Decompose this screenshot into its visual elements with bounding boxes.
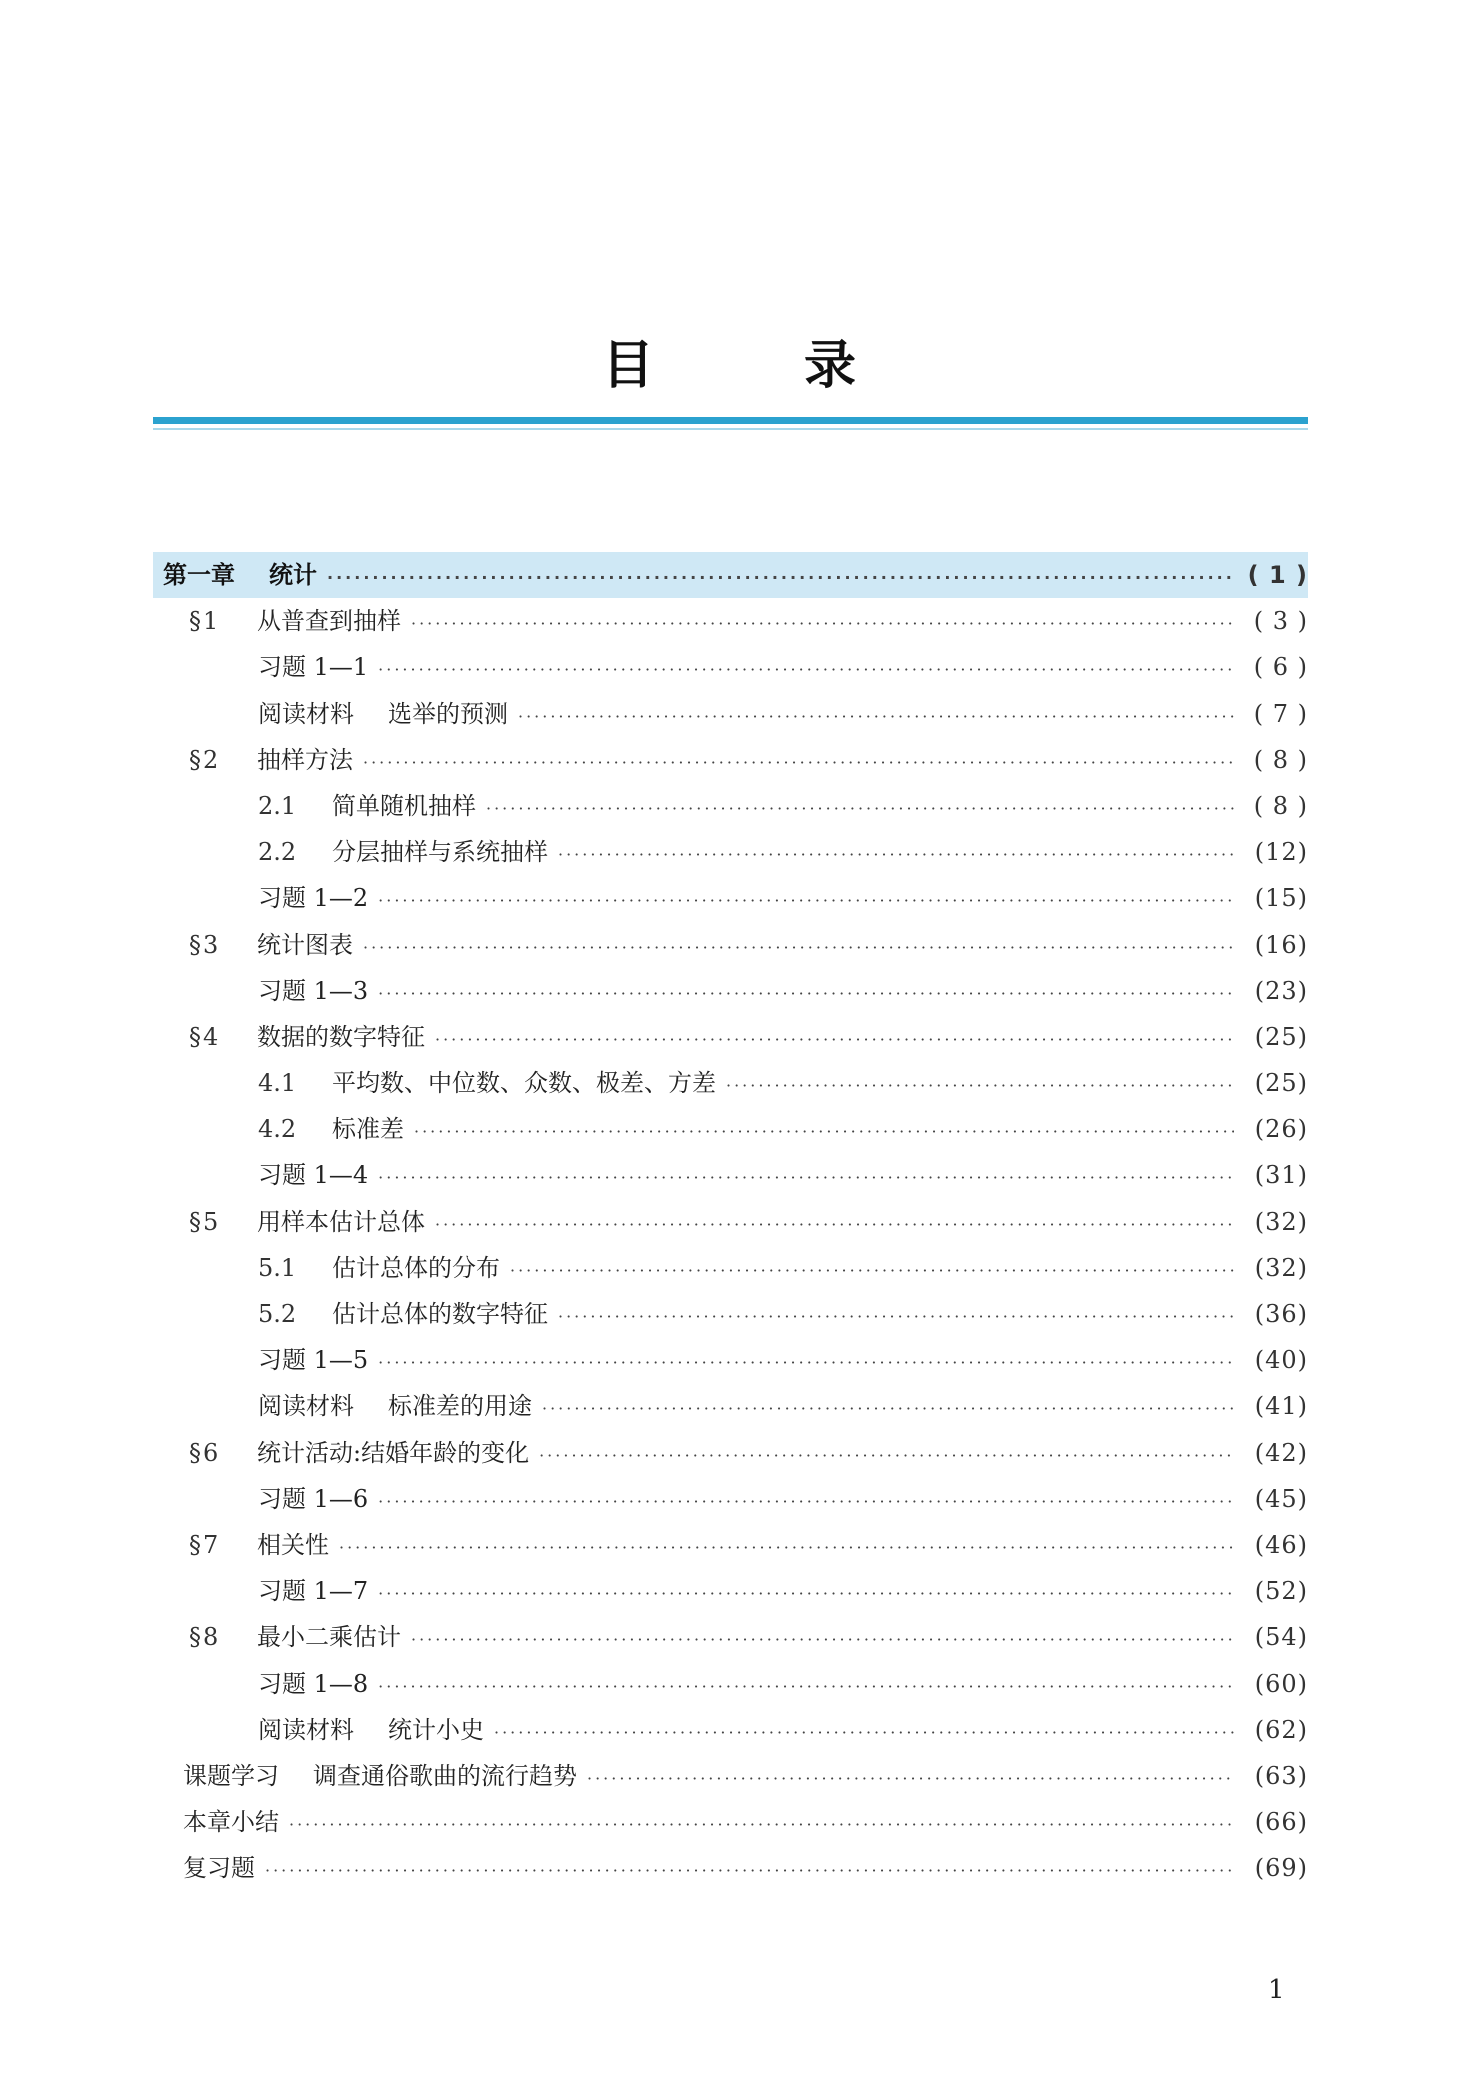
page-ref: (69) bbox=[1254, 1854, 1308, 1883]
page-ref: (15) bbox=[1254, 884, 1308, 913]
title-rule-thick bbox=[153, 417, 1308, 424]
page-ref: ( 8 ) bbox=[1253, 745, 1308, 774]
leader-dots bbox=[378, 647, 1234, 693]
page-ref: (16) bbox=[1254, 930, 1308, 959]
page-ref: ( 8 ) bbox=[1253, 791, 1308, 820]
title-char-2: 录 bbox=[804, 335, 857, 396]
toc-exercise-1-8[interactable] bbox=[153, 1661, 1308, 1707]
leader-dots bbox=[435, 1202, 1234, 1248]
toc-summary[interactable] bbox=[153, 1799, 1308, 1845]
page-ref: (12) bbox=[1254, 838, 1308, 867]
leader-dots bbox=[363, 740, 1234, 786]
toc-subsection-5-1[interactable] bbox=[153, 1245, 1308, 1291]
leader-dots bbox=[339, 1525, 1234, 1571]
subsection-number: 2.2 bbox=[258, 838, 297, 867]
page-ref: (23) bbox=[1254, 976, 1308, 1005]
page-ref: (40) bbox=[1254, 1346, 1308, 1375]
section-symbol: §2 bbox=[189, 745, 221, 774]
toc-reading-5[interactable] bbox=[153, 1383, 1308, 1429]
toc-chapter-1[interactable] bbox=[153, 552, 1308, 598]
entry-title: 标准差 bbox=[332, 1115, 404, 1144]
page-ref: ( 7 ) bbox=[1253, 699, 1308, 728]
leader-dots bbox=[378, 1155, 1234, 1201]
toc-exercise-1-2[interactable] bbox=[153, 875, 1308, 921]
leader-dots bbox=[378, 971, 1234, 1017]
entry-title: 分层抽样与系统抽样 bbox=[332, 838, 548, 867]
leader-dots bbox=[435, 1017, 1234, 1063]
chapter-label: 第一章 bbox=[163, 561, 235, 589]
entry-title: 调查通俗歌曲的流行趋势 bbox=[313, 1761, 577, 1790]
leader-dots bbox=[539, 1433, 1234, 1479]
toc-exercise-1-6[interactable] bbox=[153, 1476, 1308, 1522]
entry-title: 习题 1—6 bbox=[258, 1484, 369, 1513]
project-label: 课题学习 bbox=[183, 1761, 279, 1790]
entry-title: 本章小结 bbox=[183, 1808, 279, 1837]
entry-title: 习题 1—1 bbox=[258, 653, 369, 682]
section-symbol: §6 bbox=[189, 1438, 221, 1467]
entry-title: 选举的预测 bbox=[388, 699, 508, 728]
toc-exercise-1-7[interactable] bbox=[153, 1568, 1308, 1614]
leader-dots bbox=[378, 1340, 1234, 1386]
leader-dots bbox=[587, 1756, 1234, 1802]
toc-exercise-1-3[interactable] bbox=[153, 968, 1308, 1014]
entry-title: 习题 1—7 bbox=[258, 1577, 369, 1606]
reading-label: 阅读材料 bbox=[258, 1392, 354, 1421]
entry-title: 习题 1—4 bbox=[258, 1161, 369, 1190]
reading-label: 阅读材料 bbox=[258, 1715, 354, 1744]
page-ref: (42) bbox=[1254, 1438, 1308, 1467]
chapter-title: 统计 bbox=[269, 561, 317, 589]
section-title: 相关性 bbox=[257, 1530, 329, 1559]
subsection-number: 4.1 bbox=[258, 1069, 297, 1098]
section-symbol: §1 bbox=[189, 607, 221, 636]
toc-exercise-1-5[interactable] bbox=[153, 1337, 1308, 1383]
title-char-1: 目 bbox=[601, 335, 654, 396]
toc-section-1[interactable] bbox=[153, 598, 1308, 644]
section-symbol: §4 bbox=[189, 1022, 221, 1051]
toc-subsection-4-1[interactable] bbox=[153, 1060, 1308, 1106]
section-title: 最小二乘估计 bbox=[257, 1623, 401, 1652]
page-ref: (60) bbox=[1254, 1669, 1308, 1698]
entry-title: 复习题 bbox=[183, 1854, 255, 1883]
leader-dots bbox=[510, 1248, 1234, 1294]
page-ref: (32) bbox=[1254, 1207, 1308, 1236]
reading-label: 阅读材料 bbox=[258, 699, 354, 728]
page-ref: (66) bbox=[1254, 1808, 1308, 1837]
leader-dots bbox=[378, 1479, 1234, 1525]
page-ref: (41) bbox=[1254, 1392, 1308, 1421]
entry-title: 习题 1—3 bbox=[258, 976, 369, 1005]
page-title bbox=[0, 325, 1458, 395]
leader-dots bbox=[378, 878, 1234, 924]
subsection-number: 5.1 bbox=[258, 1253, 297, 1282]
leader-dots bbox=[378, 1571, 1234, 1617]
toc-subsection-2-1[interactable] bbox=[153, 783, 1308, 829]
page-ref: ( 6 ) bbox=[1253, 653, 1308, 682]
leader-dots bbox=[414, 1109, 1234, 1155]
toc-section-8[interactable] bbox=[153, 1614, 1308, 1660]
section-title: 从普查到抽样 bbox=[257, 607, 401, 636]
entry-title: 估计总体的数字特征 bbox=[332, 1300, 548, 1328]
subsection-number: 2.1 bbox=[258, 791, 297, 820]
toc-section-2[interactable] bbox=[153, 737, 1308, 783]
section-title: 用样本估计总体 bbox=[257, 1207, 425, 1236]
page-number: 1 bbox=[1268, 1975, 1285, 2005]
entry-title: 平均数、中位数、众数、极差、方差 bbox=[332, 1069, 716, 1098]
page-ref: (54) bbox=[1254, 1623, 1308, 1652]
page-ref: (63) bbox=[1254, 1761, 1308, 1790]
toc-reading-8[interactable] bbox=[153, 1707, 1308, 1753]
title-rule-thin bbox=[153, 428, 1308, 430]
leader-dots bbox=[558, 1294, 1234, 1340]
subsection-number: 5.2 bbox=[258, 1300, 297, 1328]
leader-dots bbox=[327, 555, 1234, 601]
toc-section-5[interactable] bbox=[153, 1199, 1308, 1245]
entry-title: 简单随机抽样 bbox=[332, 791, 476, 820]
page-ref: (31) bbox=[1254, 1161, 1308, 1190]
section-symbol: §7 bbox=[189, 1530, 221, 1559]
page-ref: (45) bbox=[1254, 1484, 1308, 1513]
leader-dots bbox=[558, 832, 1234, 878]
leader-dots bbox=[494, 1710, 1234, 1756]
leader-dots bbox=[411, 601, 1234, 647]
page-ref: (26) bbox=[1254, 1115, 1308, 1144]
leader-dots bbox=[486, 786, 1234, 832]
page-ref: (52) bbox=[1254, 1577, 1308, 1606]
entry-title: 估计总体的分布 bbox=[332, 1253, 500, 1282]
entry-title: 统计小史 bbox=[388, 1715, 484, 1744]
page-ref: (25) bbox=[1254, 1022, 1308, 1051]
toc-reading-1[interactable] bbox=[153, 691, 1308, 737]
toc-subsection-4-2[interactable] bbox=[153, 1106, 1308, 1152]
page-ref: (62) bbox=[1254, 1715, 1308, 1744]
leader-dots bbox=[289, 1802, 1234, 1848]
table-of-contents bbox=[153, 552, 1308, 1891]
leader-dots bbox=[378, 1664, 1234, 1710]
toc-subsection-5-2[interactable] bbox=[153, 1291, 1308, 1337]
toc-exercise-1-1[interactable] bbox=[153, 644, 1308, 690]
toc-section-4[interactable] bbox=[153, 1014, 1308, 1060]
section-title: 统计图表 bbox=[257, 930, 353, 959]
leader-dots bbox=[726, 1063, 1234, 1109]
toc-section-6[interactable] bbox=[153, 1430, 1308, 1476]
page-ref: ( 1 ) bbox=[1247, 561, 1308, 589]
page-ref: (25) bbox=[1254, 1069, 1308, 1098]
entry-title: 习题 1—8 bbox=[258, 1669, 369, 1698]
leader-dots bbox=[265, 1848, 1234, 1894]
leader-dots bbox=[363, 925, 1234, 971]
section-symbol: §8 bbox=[189, 1623, 221, 1652]
section-title: 统计活动:结婚年龄的变化 bbox=[257, 1438, 530, 1467]
toc-subsection-2-2[interactable] bbox=[153, 829, 1308, 875]
toc-review[interactable] bbox=[153, 1845, 1308, 1891]
entry-title: 习题 1—5 bbox=[258, 1346, 369, 1375]
subsection-number: 4.2 bbox=[258, 1115, 297, 1144]
toc-section-3[interactable] bbox=[153, 922, 1308, 968]
leader-dots bbox=[518, 694, 1234, 740]
entry-title: 习题 1—2 bbox=[258, 884, 369, 913]
leader-dots bbox=[411, 1617, 1234, 1663]
page-ref: ( 3 ) bbox=[1253, 607, 1308, 636]
toc-project[interactable] bbox=[153, 1753, 1308, 1799]
page-ref: (32) bbox=[1254, 1253, 1308, 1282]
toc-exercise-1-4[interactable] bbox=[153, 1152, 1308, 1198]
section-symbol: §5 bbox=[189, 1207, 221, 1236]
section-symbol: §3 bbox=[189, 930, 221, 959]
toc-section-7[interactable] bbox=[153, 1522, 1308, 1568]
section-title: 抽样方法 bbox=[257, 745, 353, 774]
entry-title: 标准差的用途 bbox=[388, 1392, 532, 1421]
page-ref: (36) bbox=[1254, 1300, 1308, 1328]
leader-dots bbox=[542, 1386, 1234, 1432]
section-title: 数据的数字特征 bbox=[257, 1022, 425, 1051]
page-ref: (46) bbox=[1254, 1530, 1308, 1559]
